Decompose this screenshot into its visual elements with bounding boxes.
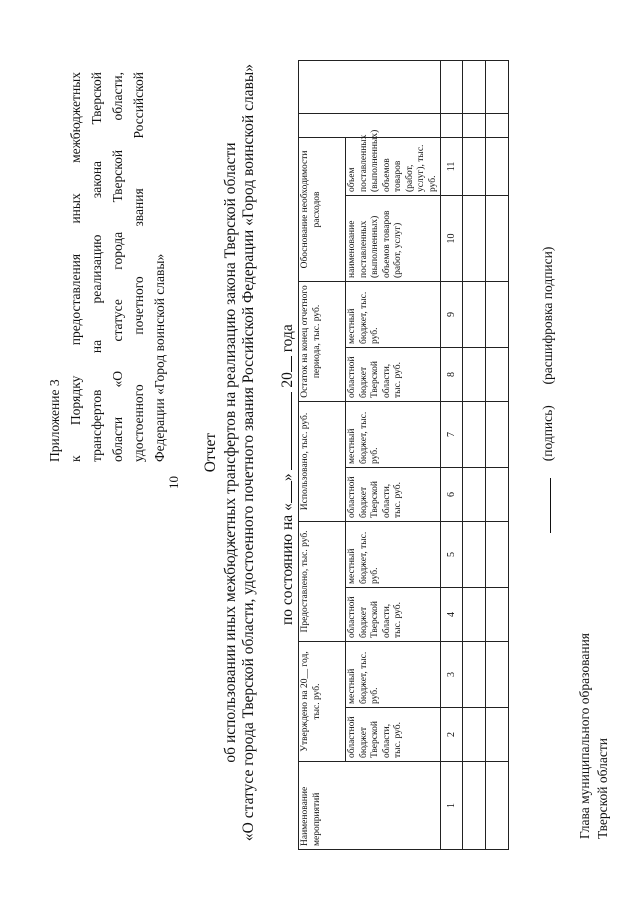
empty-cell: [299, 60, 441, 113]
day-blank: [277, 481, 292, 503]
subheader-goods-name: наименование поставленных (выполненных) объемов товаров (работ, услуг): [346, 195, 441, 281]
table-cell: [463, 762, 486, 850]
table-cell: [463, 347, 486, 401]
column-number: 8: [441, 347, 463, 401]
header-justification: Обоснование необходимости расходов: [299, 137, 346, 281]
table-row: [463, 60, 486, 849]
appendix-line: области «О статусе города Тверской области,: [110, 72, 125, 462]
column-number: 3: [441, 641, 463, 707]
report-as-of-date: [277, 245, 297, 625]
table-cell: [463, 113, 486, 137]
table-cell: [486, 401, 509, 467]
table-cell: [463, 137, 486, 195]
subheader-regional: областной бюджет Тверской области, тыс. руб.: [346, 708, 441, 762]
table-cell: [486, 587, 509, 641]
table-cell: [486, 281, 509, 347]
page-number: 10: [166, 476, 181, 489]
header-balance: Остаток на конец отчетного периода, тыс. руб.: [299, 281, 346, 401]
table-cell: [486, 60, 509, 113]
appendix-line: трансфертов на реализацию закона Тверской: [89, 72, 104, 462]
subheader-goods-volume: объем поставленных (выполненных) объемов товаров (работ, услуг), тыс. руб.: [346, 137, 441, 195]
report-table: [298, 60, 509, 850]
column-number: 10: [441, 195, 463, 281]
as-of-year-prefix: 20: [279, 372, 296, 388]
column-number: 9: [441, 281, 463, 347]
name-label: (расшифровка подписи): [540, 246, 555, 385]
table-cell: [486, 137, 509, 195]
appendix-block: [44, 72, 170, 462]
month-blank: [277, 392, 292, 470]
header-used: Использовано, тыс. руб.: [299, 401, 346, 521]
table-cell: [463, 281, 486, 347]
appendix-line: Федерации «Город воинской славы»: [152, 253, 167, 462]
signatory-block: [576, 339, 612, 839]
subheader-regional: областной бюджет Тверской области, тыс. руб.: [346, 587, 441, 641]
header-approved: Утверждено на 20__ год, тыс. руб.: [299, 641, 346, 761]
column-number: 11: [441, 137, 463, 195]
signature-line: [550, 478, 552, 533]
table-header-row: [299, 60, 346, 849]
table-cell: [486, 195, 509, 281]
appendix-line: Приложение 3: [47, 379, 62, 462]
table-cell: [486, 521, 509, 587]
table-subheader-row: [346, 60, 441, 849]
table-cell: [486, 113, 509, 137]
signatory-region: Тверской области: [595, 738, 610, 839]
subheader-regional: областной бюджет Тверской области, тыс. руб.: [346, 467, 441, 521]
table-cell: [486, 708, 509, 762]
table-cell: [463, 521, 486, 587]
appendix-line: к Порядку предоставления иных межбюджетных: [68, 72, 83, 462]
subheader-local: местный бюджет, тыс. руб.: [346, 641, 441, 707]
table-cell: [463, 708, 486, 762]
table-row: [486, 60, 509, 849]
table-cell: [463, 401, 486, 467]
report-subtitle-law: «О статусе города Тверской области, удостоенного почетного звания Российской Федерации «Город воинской славы»: [240, 63, 257, 842]
table-cell: [463, 641, 486, 707]
subheader-local: местный бюджет, тыс. руб.: [346, 401, 441, 467]
report-title: Отчет: [202, 432, 219, 473]
as-of-mid: »: [279, 473, 296, 482]
report-subtitle: об использовании иных межбюджетных трансфертов на реализацию закона Тверской области: [222, 142, 239, 763]
header-events: Наименование мероприятий: [299, 762, 441, 850]
table-cell: [463, 195, 486, 281]
table-cell: [486, 467, 509, 521]
as-of-suffix: года: [279, 324, 296, 353]
empty-cell: [441, 60, 463, 113]
column-number: 6: [441, 467, 463, 521]
table-cell: [486, 762, 509, 850]
signature-fields: [540, 233, 556, 533]
subheader-local: местный бюджет, тыс. руб.: [346, 281, 441, 347]
signatory-title: Глава муниципального образования: [577, 632, 592, 839]
subheader-local: местный бюджет, тыс. руб.: [346, 521, 441, 587]
signature-label: (подпись): [540, 405, 555, 462]
column-number: 1: [441, 762, 463, 850]
column-number: 7: [441, 401, 463, 467]
as-of-prefix: по состоянию на «: [279, 503, 296, 625]
column-number: 5: [441, 521, 463, 587]
column-number: 4: [441, 587, 463, 641]
subheader-regional: областной бюджет Тверской области, тыс. руб.: [346, 347, 441, 401]
table-cell: [463, 587, 486, 641]
table-cell: [463, 467, 486, 521]
empty-cell: [441, 113, 463, 137]
table-number-row: [441, 60, 463, 849]
year-blank: [277, 356, 292, 372]
table-cell: [486, 641, 509, 707]
column-number: 2: [441, 708, 463, 762]
table-cell: [486, 347, 509, 401]
appendix-line: удостоенного почетного звания Российской: [131, 72, 146, 462]
table-cell: [463, 60, 486, 113]
header-provided: Предоставлено, тыс. руб.: [299, 521, 346, 641]
